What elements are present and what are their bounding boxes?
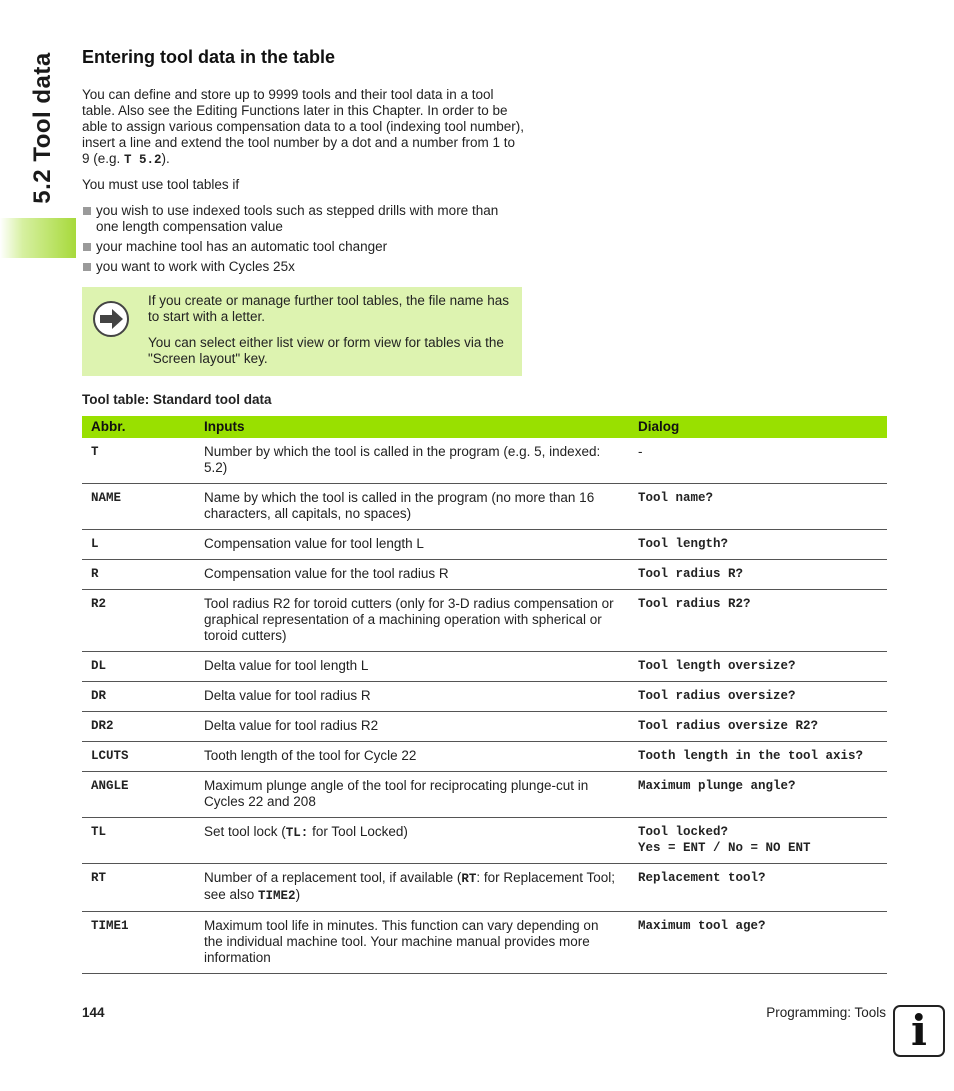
cell-dialog: Tool radius R? [629,560,887,590]
intro-paragraph [82,87,524,168]
table-row [82,742,887,772]
intro-text-end: ). [161,151,170,166]
cell-input: Tooth length of the tool for Cycle 22 [195,742,629,772]
cell-dialog: - [629,438,887,484]
table-title: Tool table: Standard tool data [82,392,272,407]
cell-input: Compensation value for the tool radius R [195,560,629,590]
cell-dialog: Maximum tool age? [629,912,887,974]
cell-dialog: Tool length oversize? [629,652,887,682]
cell-dialog: Maximum plunge angle? [629,772,887,818]
cell-abbr: LCUTS [82,742,195,772]
chapter-title-text: 5.2 Tool data [29,51,56,204]
cell-abbr: L [82,530,195,560]
info-glyph: i [911,1006,927,1055]
cell-abbr: ANGLE [82,772,195,818]
note-text [148,293,514,377]
dialog-line: Yes = ENT / No = NO ENT [638,841,811,855]
table-row [82,772,887,818]
cell-dialog: Tool radius R2? [629,590,887,652]
intro-text: You can define and store up to 9999 tools and their tool data in a tool table. Also see the Editing Functions later in this Chapter. In order to be able to assign various compensation data to a tool (indexing tool number), insert a line and extend the tool number by a dot and a number from 1 to 9 (e.g. [82,87,525,166]
table-row [82,560,887,590]
table-row [82,912,887,974]
input-text: Number of a replacement tool, if available ( [204,870,462,885]
table-row [82,530,887,560]
cell-input: Tool radius R2 for toroid cutters (only for 3-D radius compensation or graphical representation of a machining operation with spherical or toroid cutters) [195,590,629,652]
footer-chapter-title: Programming: Tools [766,1005,886,1020]
input-text: : for Replacement Tool; see also [204,870,615,902]
note-paragraph: You can select either list view or form view for tables via the "Screen layout" key. [148,335,504,366]
cell-input: Name by which the tool is called in the program (no more than 16 characters, all capitals, no spaces) [195,484,629,530]
bullet-item: you wish to use indexed tools such as stepped drills with more than one length compensation value [82,203,524,235]
cell-abbr: TIME1 [82,912,195,974]
cell-input: Delta value for tool radius R2 [195,712,629,742]
cell-input: Delta value for tool length L [195,652,629,682]
cell-abbr: R2 [82,590,195,652]
input-text: ) [295,887,301,902]
cell-dialog: Tool name? [629,484,887,530]
cell-input: Number by which the tool is called in the program (e.g. 5, indexed: 5.2) [195,438,629,484]
header-abbr: Abbr. [82,416,195,438]
header-inputs: Inputs [195,416,629,438]
cell-abbr: T [82,438,195,484]
input-text: for Tool Locked) [308,824,408,839]
intro-code: T 5.2 [124,153,162,167]
bullet-item: you want to work with Cycles 25x [82,259,524,275]
arrow-right-icon [92,300,130,338]
section-heading: Entering tool data in the table [82,47,336,67]
cell-abbr: DL [82,652,195,682]
page-number: 144 [82,1005,105,1020]
cell-input: Maximum tool life in minutes. This function can vary depending on the individual machine tool. Your machine manual provides more information [195,912,629,974]
input-text: Set tool lock ( [204,824,286,839]
bullet-item: your machine tool has an automatic tool changer [82,239,524,255]
input-code: TIME2 [258,889,296,903]
table-row [82,682,887,712]
cell-input [195,818,629,864]
tool-data-table [82,416,887,974]
header-dialog: Dialog [629,416,887,438]
cell-abbr: RT [82,864,195,912]
input-code: RT [461,872,477,886]
cell-input: Compensation value for tool length L [195,530,629,560]
table-row [82,864,887,912]
chapter-tab-marker [0,218,76,258]
cell-input: Maximum plunge angle of the tool for reciprocating plunge-cut in Cycles 22 and 208 [195,772,629,818]
info-icon [893,1005,945,1057]
table-row [82,818,887,864]
cell-abbr: DR [82,682,195,712]
bullet-list [82,203,524,279]
table-row [82,484,887,530]
cell-dialog: Tooth length in the tool axis? [629,742,887,772]
cell-input [195,864,629,912]
cell-dialog: Tool radius oversize? [629,682,887,712]
cell-abbr: TL [82,818,195,864]
cell-input: Delta value for tool radius R [195,682,629,712]
dialog-line: Tool locked? [638,825,729,839]
must-use-text: You must use tool tables if [82,177,240,192]
input-code: TL: [285,826,309,840]
table-row [82,712,887,742]
cell-dialog [629,818,887,864]
table-row [82,438,887,484]
chapter-side-title [28,40,58,215]
note-paragraph: If you create or manage further tool tables, the file name has to start with a letter. [148,293,509,324]
cell-dialog: Tool radius oversize R2? [629,712,887,742]
table-row [82,652,887,682]
table-header-row [82,416,887,438]
cell-abbr: DR2 [82,712,195,742]
table-row [82,590,887,652]
cell-dialog: Replacement tool? [629,864,887,912]
note-box [82,287,522,376]
cell-abbr: R [82,560,195,590]
cell-abbr: NAME [82,484,195,530]
cell-dialog: Tool length? [629,530,887,560]
